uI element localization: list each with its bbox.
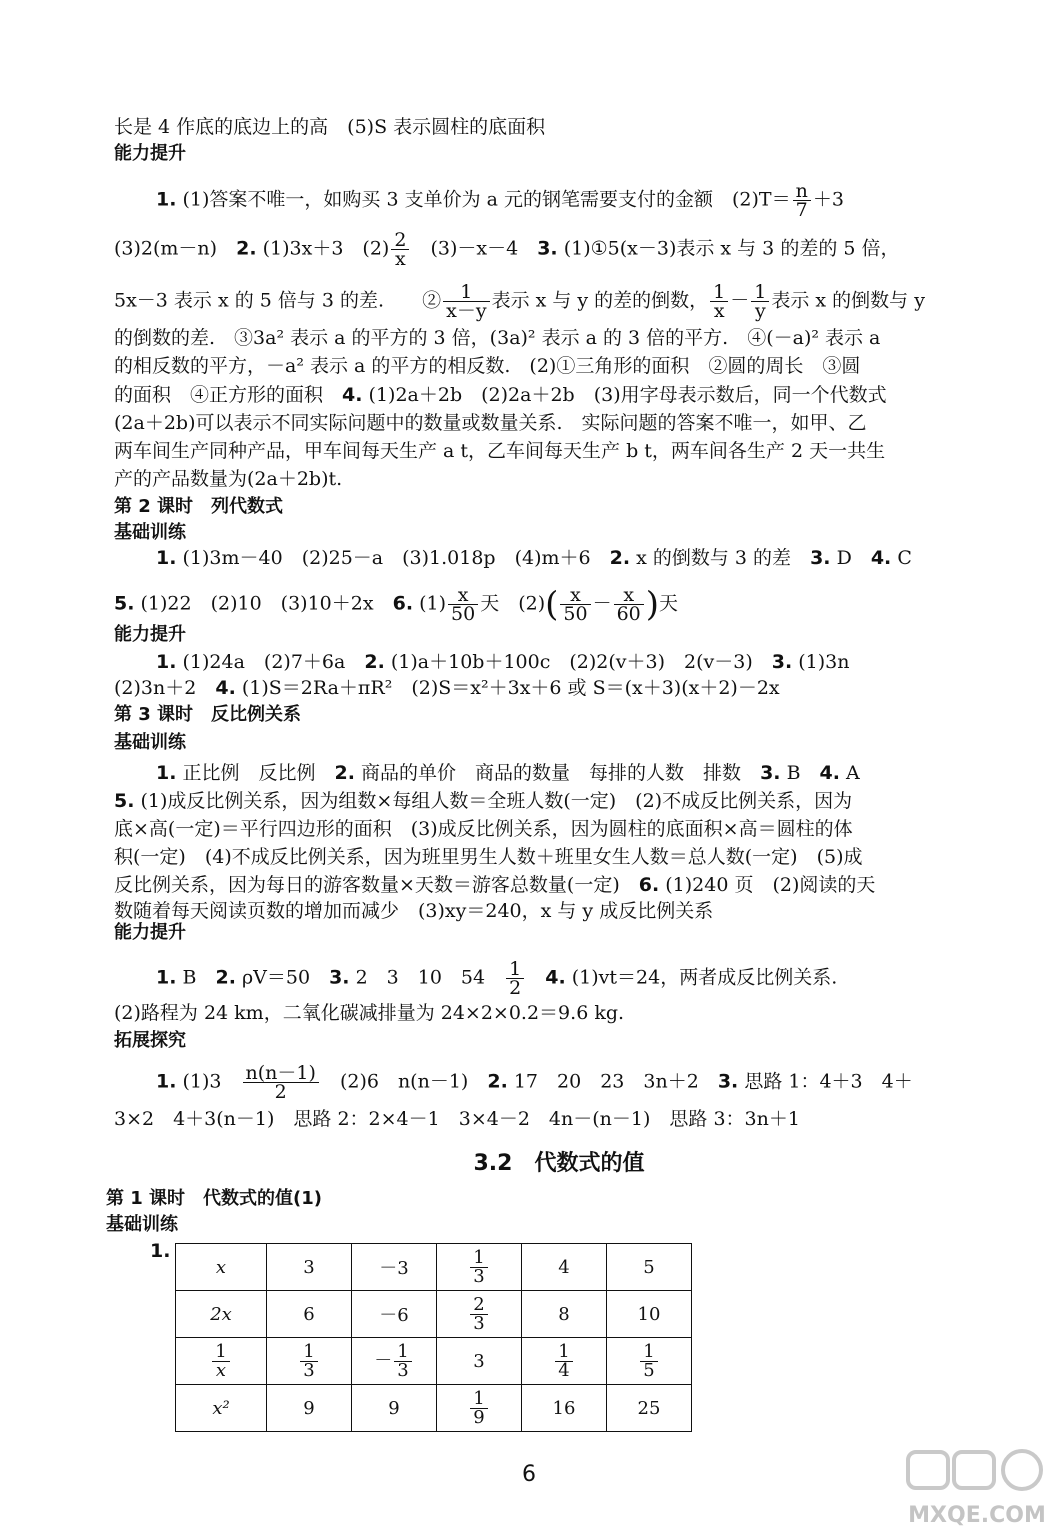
text-line: 产的产品数量为(2a＋2b)t. [114,468,343,490]
fraction: $\frac{n(n-1)}{2}$ [243,1064,319,1101]
fraction: $\frac{2}{x}$ [391,231,409,268]
text-line: 反比例关系，因为每日的游客数量×天数＝游客总数量(一定) 6. (1)240 页 (2)阅读的天 [114,874,876,896]
heading-jichu: 基础训练 [106,1214,178,1235]
text-line: (2a＋2b)可以表示不同实际问题中的数量或数量关系. 实际问题的答案不唯一，如甲、乙 [114,412,867,434]
table-row: 2x 6 －6 $\frac{2}{3}$ 8 10 [176,1291,692,1338]
fraction: $\frac{1}{2}$ [506,960,524,997]
text-line: 底×高(一定)＝平行四边形的面积 (3)成反比例关系，因为圆柱的底面积×高＝圆柱的体 [114,818,853,840]
text-line: 积(一定) (4)不成反比例关系，因为班里男生人数＋班里女生人数＝总人数(一定) (5)成 [114,846,863,868]
heading-lesson-1: 第 1 课时 代数式的值(1) [106,1188,323,1209]
text-line: 1. (1)3 $\frac{n(n-1)}{2}$ (2)6 n(n－1) 2. 17 20 23 3n＋2 3. 思路 1：4＋3 4＋ [156,1062,913,1103]
fraction: $\frac{1}{y}$ [751,283,769,320]
text-line: 的倒数的差. ③3a² 表示 a 的平方的 3 倍，(3a)² 表示 a 的 3 倍的平方. ④(－a)² 表示 a [114,327,881,349]
text: (1)答案不唯一，如购买 3 支单价为 a 元的钢笔需要支付的金额 (2)T＝ [182,188,791,211]
heading-nengli: 能力提升 [114,922,186,943]
heading-jichu: 基础训练 [114,522,186,543]
text-line: 1. 正比例 反比例 2. 商品的单价 商品的数量 每排的人数 排数 3. B 4. A [156,762,860,784]
text-line: 1. (1)3m－40 (2)25－a (3)1.018p (4)m＋6 2. x 的倒数与 3 的差 3. D 4. C [156,547,912,569]
watermark-text: MXQE.COM [908,1503,1046,1528]
text-line: 的相反数的平方，－a² 表示 a 的平方的相反数. (2)①三角形的面积 ②圆的周长 ③圆 [114,355,861,377]
text-line: 数随着每天阅读页数的增加而减少 (3)xy＝240，x 与 y 成反比例关系 [114,900,714,922]
heading-nengli: 能力提升 [114,143,186,164]
fraction: $\frac{1}{x}$ [710,283,728,320]
fraction: $\frac{n}{7}$ [793,182,811,219]
page-number: 6 [522,1462,536,1487]
text-line: 1. (1)24a (2)7＋6a 2. (1)a＋10b＋100c (2)2(v＋3) 2(v－3) 3. (1)3n [156,651,850,673]
text-line: (2)路程为 24 km，二氧化碳减排量为 24×2×0.2＝9.6 kg. [114,1002,625,1024]
heading-nengli: 能力提升 [114,624,186,645]
fraction: $\frac{x}{50}$ [448,586,478,623]
heading-lesson-2: 第 2 课时 列代数式 [114,496,284,517]
table-row: x² 9 9 $\frac{1}{9}$ 16 25 [176,1385,692,1432]
text-line: 长是 4 作底的底边上的高 (5)S 表示圆柱的底面积 [114,116,546,138]
table-row: x 3 －3 $\frac{1}{3}$ 4 5 [176,1244,692,1291]
text-line: (3)2(m－n) 2. (1)3x＋3 (2) $\frac{2}{x}$ (3)－x－4 3. (1)①5(x－3)表示 x 与 3 的差的 5 倍， [114,229,900,270]
text-line: (2)3n＋2 4. (1)S＝2Ra＋πR² (2)S＝x²＋3x＋6 或 S＝(x＋3)(x＋2)－2x [114,677,780,699]
watermark-logo [902,1448,1052,1532]
text-line: 3×2 4＋3(n－1) 思路 2：2×4－1 3×4－2 4n－(n－1) 思路 3：3n＋1 [114,1108,800,1130]
q-number: 1. [156,188,177,211]
q-number: 1. [150,1240,171,1262]
heading-jichu: 基础训练 [114,732,186,753]
fraction: $\frac{x}{50}$ [560,586,590,623]
text: ＋3 [812,188,844,211]
fraction: $\frac{x}{60}$ [614,586,644,623]
watermark-icon [902,1448,1052,1532]
text-line: 5x－3 表示 x 的 5 倍与 3 的差. ② $\frac{1}{x-y}$ 表示 x 与 y 的差的倒数， $\frac{1}{x}$ － $\frac{1}{y}$ 表示 x 的倒数与 y [114,281,925,322]
text-line: 两车间生产同种产品，甲车间每天生产 a t，乙车间每天生产 b t，两车间各生产 2 天一共生 [114,440,886,462]
text-line [156,182,844,219]
heading-tuozhan: 拓展探究 [114,1030,186,1051]
text-line: 的面积 ④正方形的面积 4. (1)2a＋2b (2)2a＋2b (3)用字母表示数后，同一个代数式 [114,384,887,406]
text-line: 5. (1)22 (2)10 (3)10＋2x 6. (1) $\frac{x}{50}$ 天 (2)( $\frac{x}{50}$ － $\frac{x}{60}$ )天 [114,584,679,625]
fraction: $\frac{1}{x-y}$ [443,283,489,320]
value-table [175,1243,692,1432]
text-line: 1. B 2. ρV＝50 3. 2 3 10 54 $\frac{1}{2}$ 4. (1)vt＝24，两者成反比例关系. [156,958,838,999]
table-row: $\frac{1}{x}$ $\frac{1}{3}$ － $\frac{1}{3}$ 3 $\frac{1}{4}$ $\frac{1}{5}$ [176,1338,692,1385]
section-title: 3.2 代数式的值 [473,1151,645,1176]
heading-lesson-3: 第 3 课时 反比例关系 [114,704,302,725]
text-line: 5. (1)成反比例关系，因为组数×每组人数＝全班人数(一定) (2)不成反比例关系，因为 [114,790,853,812]
